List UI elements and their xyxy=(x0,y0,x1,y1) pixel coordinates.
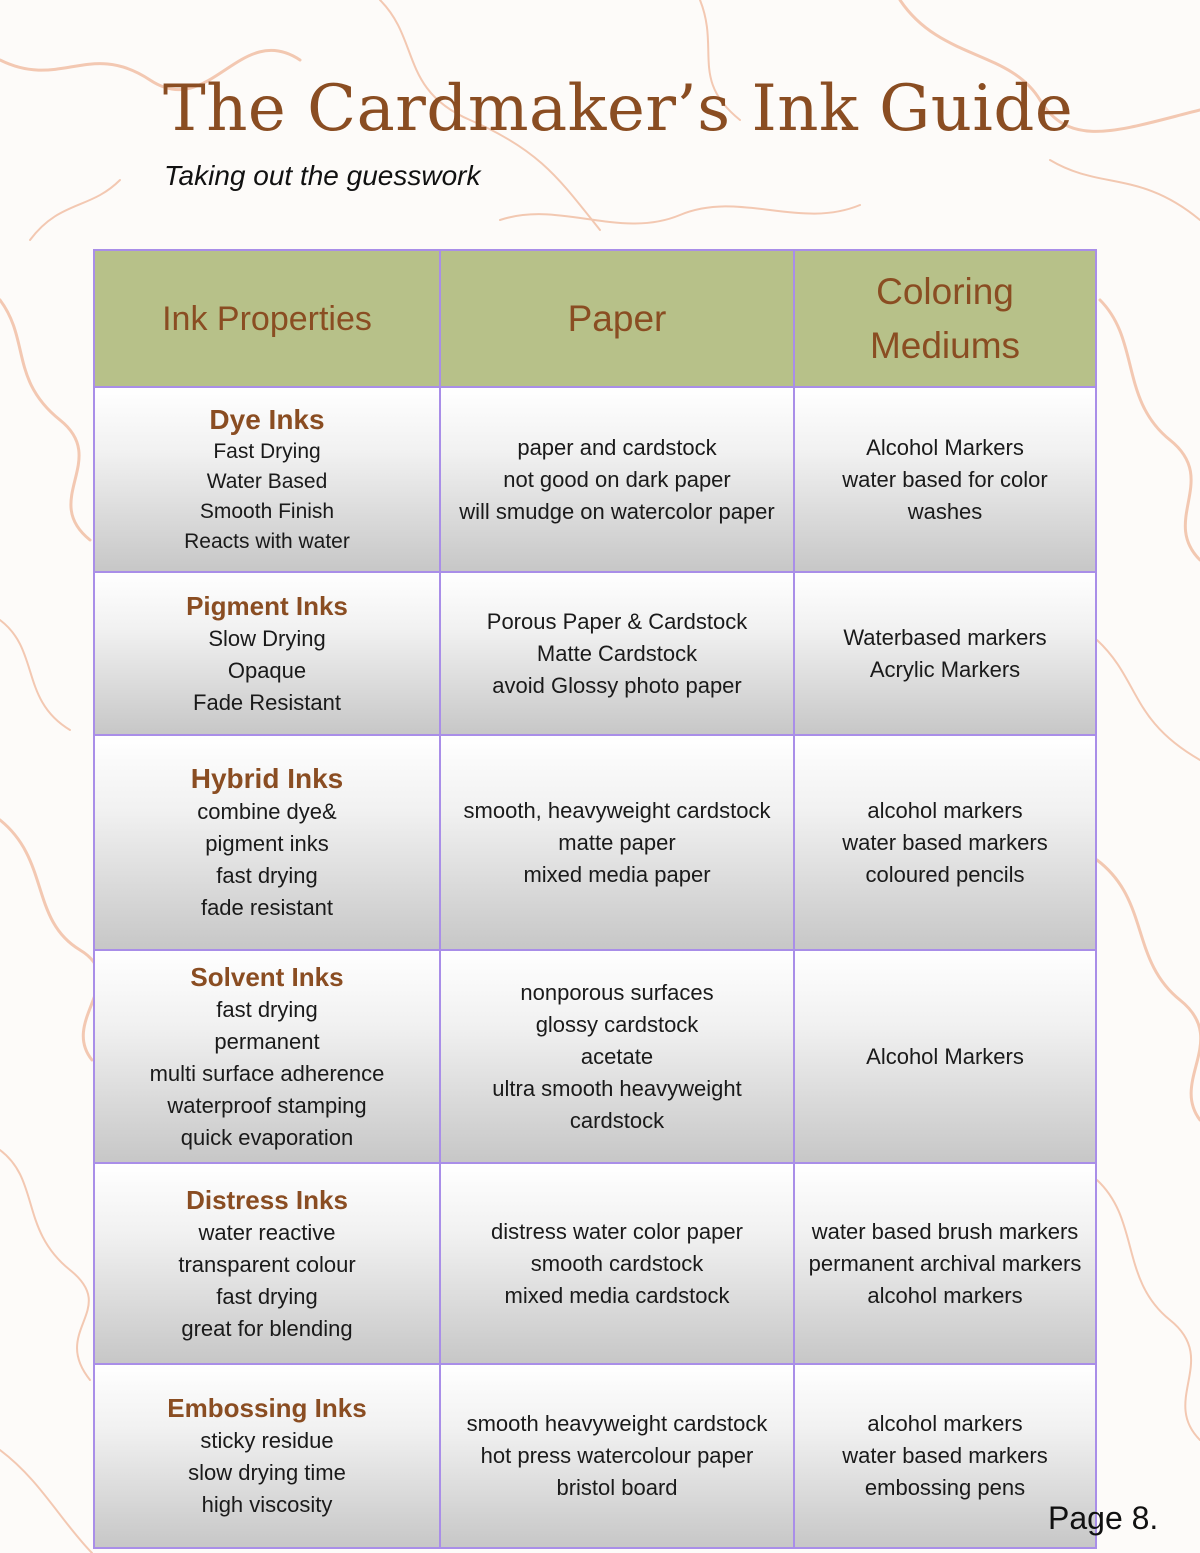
medium-item: water based markers xyxy=(842,829,1048,855)
medium-item: washes xyxy=(907,498,983,524)
ink-type-name: Dye Inks xyxy=(209,403,325,435)
medium-item: water based markers xyxy=(842,1443,1048,1468)
ink-type-name: Hybrid Inks xyxy=(190,762,344,794)
paper-item: will smudge on watercolor paper xyxy=(459,498,775,524)
coloring-mediums-cell xyxy=(794,387,1096,572)
paper-item: nonporous surfaces xyxy=(520,979,714,1005)
property-item: great for blending xyxy=(181,1315,353,1341)
ink-properties-cell xyxy=(94,1163,440,1364)
table-row xyxy=(94,1364,1096,1548)
ink-type-name: Solvent Inks xyxy=(190,961,344,992)
page-title: The Cardmaker’s Ink Guide xyxy=(163,72,1074,146)
paper-cell xyxy=(440,572,794,735)
medium-item: Alcohol Markers xyxy=(866,434,1024,460)
paper-cell xyxy=(440,735,794,950)
property-item: fade resistant xyxy=(200,894,334,920)
property-item: Opaque xyxy=(227,657,307,683)
ink-type-name: Embossing Inks xyxy=(167,1393,367,1423)
paper-item: not good on dark paper xyxy=(503,466,731,492)
ink-type-name: Distress Inks xyxy=(186,1184,348,1215)
property-item: pigment inks xyxy=(205,830,329,856)
coloring-mediums-cell xyxy=(794,950,1096,1163)
property-item: quick evaporation xyxy=(180,1124,354,1150)
paper-item: distress water color paper xyxy=(491,1218,743,1244)
table-row xyxy=(94,735,1096,950)
medium-item: alcohol markers xyxy=(867,1282,1023,1308)
column-header-coloring-line-2: Mediums xyxy=(869,324,1021,366)
medium-item: Alcohol Markers xyxy=(866,1043,1024,1069)
paper-item: hot press watercolour paper xyxy=(480,1443,754,1468)
column-header-paper: Paper xyxy=(440,250,794,387)
paper-item: cardstock xyxy=(569,1107,665,1133)
paper-cell xyxy=(440,1364,794,1548)
table-header-row xyxy=(94,250,1096,387)
coloring-mediums-cell xyxy=(794,1163,1096,1364)
property-item: combine dye& xyxy=(197,798,337,824)
property-item: fast drying xyxy=(216,1283,318,1309)
table-row xyxy=(94,950,1096,1163)
property-item: Fade Resistant xyxy=(193,689,341,715)
column-header-coloring-line-1: Coloring xyxy=(876,270,1014,312)
property-item: high viscosity xyxy=(201,1492,333,1517)
paper-item: smooth heavyweight cardstock xyxy=(466,1411,768,1436)
property-item: multi surface adherence xyxy=(149,1060,385,1086)
paper-cell xyxy=(440,1163,794,1364)
column-header-ink-properties: Ink Properties xyxy=(94,250,440,387)
property-item: Reacts with water xyxy=(184,529,350,553)
table-row xyxy=(94,387,1096,572)
page-subtitle: Taking out the guesswork xyxy=(164,160,481,191)
paper-item: Porous Paper & Cardstock xyxy=(486,608,748,634)
ink-type-name: Pigment Inks xyxy=(186,590,348,621)
property-item: Smooth Finish xyxy=(199,499,335,523)
property-item: sticky residue xyxy=(200,1428,334,1453)
paper-item: smooth cardstock xyxy=(530,1250,704,1276)
column-header-coloring-mediums xyxy=(794,250,1096,387)
paper-item: mixed media paper xyxy=(523,861,711,887)
ink-guide-table xyxy=(93,249,1097,1549)
property-item: Fast Drying xyxy=(213,439,321,463)
paper-cell xyxy=(440,950,794,1163)
table-row xyxy=(94,572,1096,735)
property-item: permanent xyxy=(214,1028,320,1054)
paper-item: avoid Glossy photo paper xyxy=(492,672,742,698)
ink-properties-cell xyxy=(94,387,440,572)
property-item: Water Based xyxy=(206,469,328,493)
medium-item: alcohol markers xyxy=(867,797,1023,823)
property-item: transparent colour xyxy=(178,1251,356,1277)
ink-properties-cell xyxy=(94,950,440,1163)
paper-item: acetate xyxy=(580,1043,654,1069)
property-item: fast drying xyxy=(216,996,318,1022)
property-item: waterproof stamping xyxy=(167,1092,367,1118)
medium-item: embossing pens xyxy=(864,1475,1026,1500)
paper-item: mixed media cardstock xyxy=(504,1282,730,1308)
medium-item: water based for color xyxy=(842,466,1048,492)
property-item: fast drying xyxy=(216,862,318,888)
medium-item: permanent archival markers xyxy=(808,1250,1082,1276)
medium-item: Waterbased markers xyxy=(843,624,1047,650)
paper-item: ultra smooth heavyweight xyxy=(492,1075,742,1101)
paper-item: paper and cardstock xyxy=(517,434,717,460)
coloring-mediums-cell xyxy=(794,735,1096,950)
ink-properties-cell xyxy=(94,1364,440,1548)
ink-properties-cell xyxy=(94,572,440,735)
medium-item: Acrylic Markers xyxy=(869,656,1021,682)
coloring-mediums-cell xyxy=(794,572,1096,735)
paper-cell xyxy=(440,387,794,572)
table-row xyxy=(94,1163,1096,1364)
paper-item: glossy cardstock xyxy=(535,1011,699,1037)
paper-item: Matte Cardstock xyxy=(536,640,698,666)
medium-item: alcohol markers xyxy=(867,1411,1023,1436)
page-number: Page 8. xyxy=(1048,1500,1159,1536)
paper-item: bristol board xyxy=(556,1475,678,1500)
ink-properties-cell xyxy=(94,735,440,950)
medium-item: coloured pencils xyxy=(865,861,1025,887)
medium-item: water based brush markers xyxy=(811,1218,1079,1244)
paper-item: smooth, heavyweight cardstock xyxy=(463,797,771,823)
property-item: water reactive xyxy=(198,1219,336,1245)
paper-item: matte paper xyxy=(558,829,676,855)
property-item: slow drying time xyxy=(188,1460,346,1485)
property-item: Slow Drying xyxy=(208,625,326,651)
